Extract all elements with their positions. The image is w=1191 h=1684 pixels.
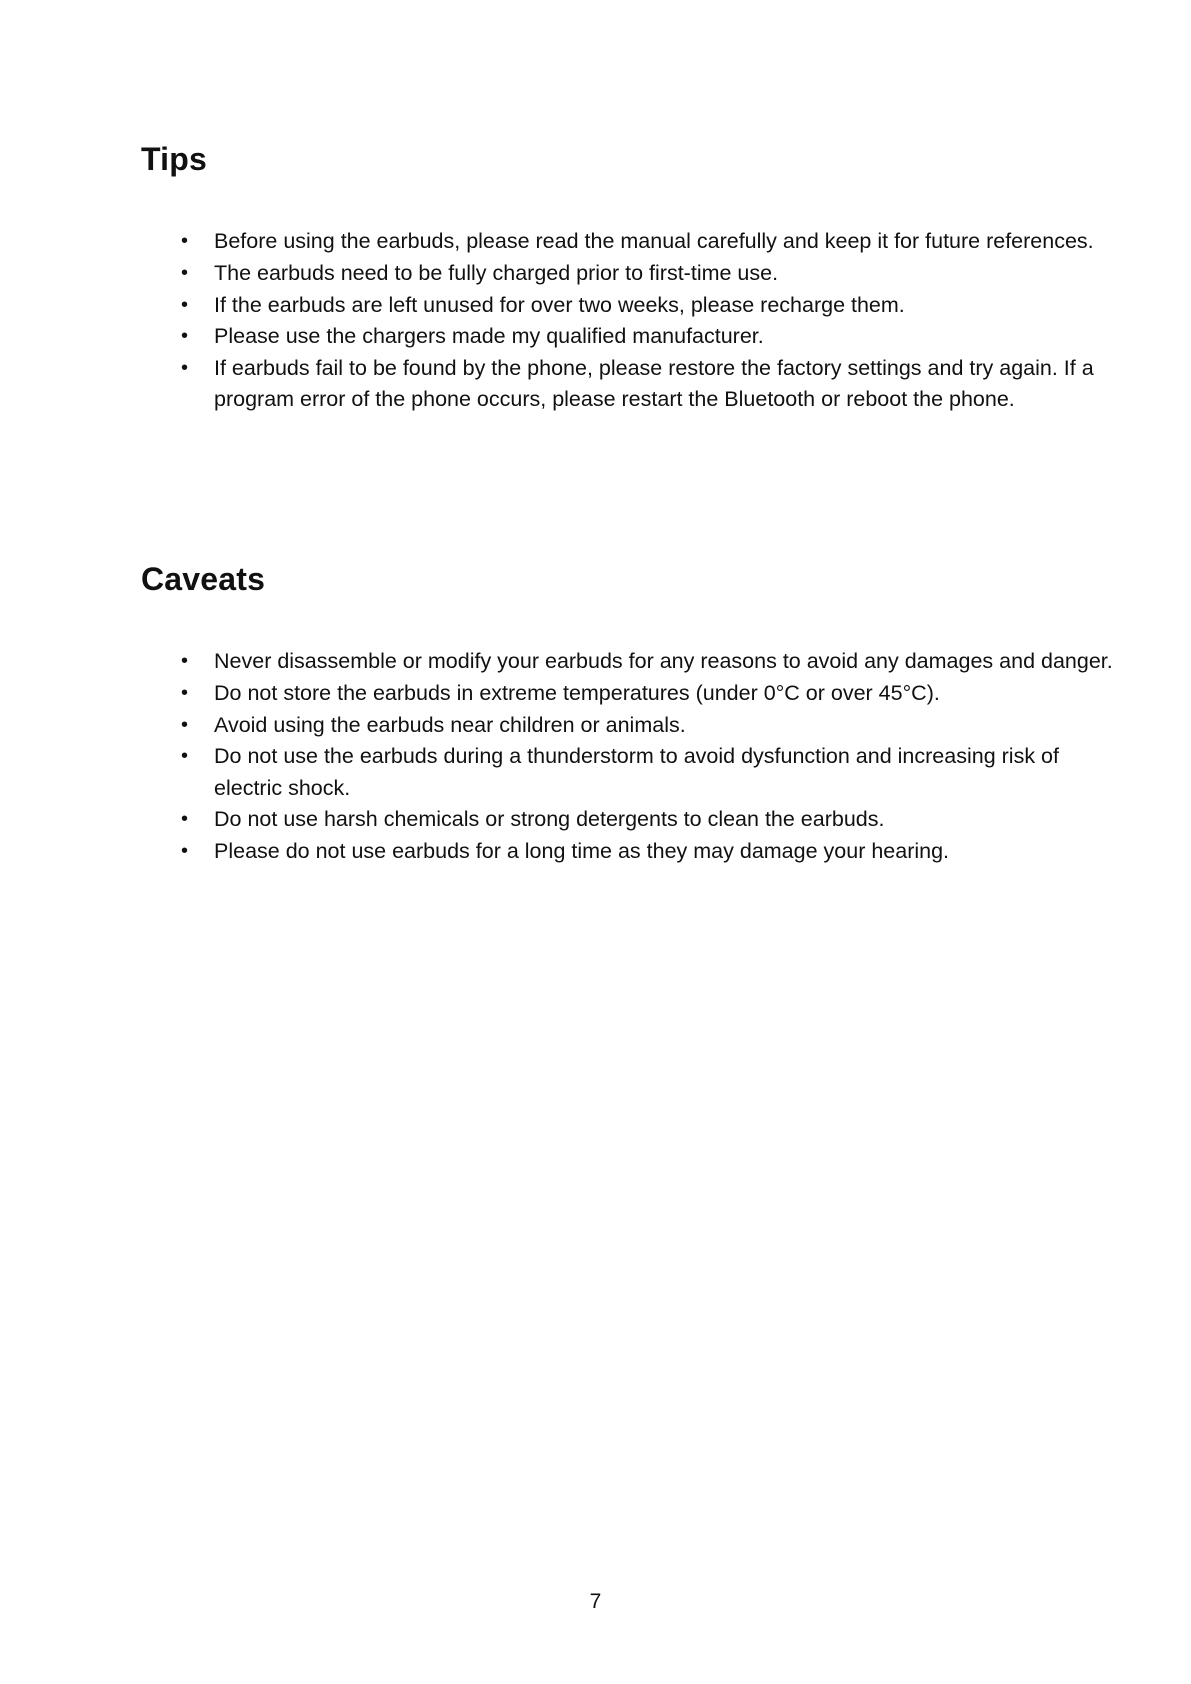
list-item (141, 678, 1126, 710)
page-number: 7 (589, 1590, 602, 1613)
list-item-text: Do not use harsh chemicals or strong detergents to clean the earbuds. (214, 807, 885, 832)
list-item (141, 836, 1126, 868)
list-item-text: Please do not use earbuds for a long time as they may damage your hearing. (214, 838, 950, 863)
list-item (141, 804, 1126, 836)
bullet-icon: • (181, 839, 189, 862)
caveats-heading: Caveats (141, 561, 266, 597)
list-item-text: If the earbuds are left unused for over two weeks, please recharge them. (214, 292, 905, 317)
list-item (141, 258, 1126, 290)
list-item-text: Before using the earbuds, please read the manual carefully and keep it for future references. (214, 229, 1094, 254)
tips-list (141, 226, 1094, 416)
bullet-icon: • (181, 745, 189, 768)
bullet-icon: • (181, 713, 189, 736)
bullet-icon: • (181, 293, 189, 316)
list-item-text: Do not store the earbuds in extreme temperatures (under 0°C or over 45°C). (214, 680, 940, 705)
bullet-icon: • (181, 808, 189, 831)
caveats-section (141, 560, 1113, 868)
list-item-text: Do not use the earbuds during a thunderstorm to avoid dysfunction and increasing risk of electric shock. (214, 744, 1059, 800)
list-item (141, 646, 1126, 678)
list-item-text: The earbuds need to be fully charged prior to first-time use. (214, 260, 779, 285)
bullet-icon: • (181, 681, 189, 704)
list-item-text: Please use the chargers made my qualified manufacturer. (214, 324, 764, 349)
list-item (141, 290, 1126, 322)
list-item (141, 226, 1126, 258)
list-item-text: Avoid using the earbuds near children or animals. (214, 712, 686, 737)
list-item (141, 353, 1126, 416)
list-item (141, 321, 1126, 353)
bullet-icon: • (181, 261, 189, 284)
list-item (141, 741, 1126, 804)
caveats-list (141, 646, 1113, 867)
bullet-icon: • (181, 356, 189, 379)
list-item-text: Never disassemble or modify your earbuds for any reasons to avoid any damages and danger. (214, 649, 1113, 674)
bullet-icon: • (181, 650, 189, 673)
bullet-icon: • (181, 325, 189, 348)
bullet-icon: • (181, 230, 189, 253)
list-item (141, 710, 1126, 742)
list-item-text: If earbuds fail to be found by the phone, please restore the factory settings and try again. If a program error of the phone occurs, please restart the Bluetooth or reboot the phone. (214, 355, 1094, 412)
tips-heading: Tips (141, 141, 208, 177)
tips-section (141, 140, 1094, 416)
